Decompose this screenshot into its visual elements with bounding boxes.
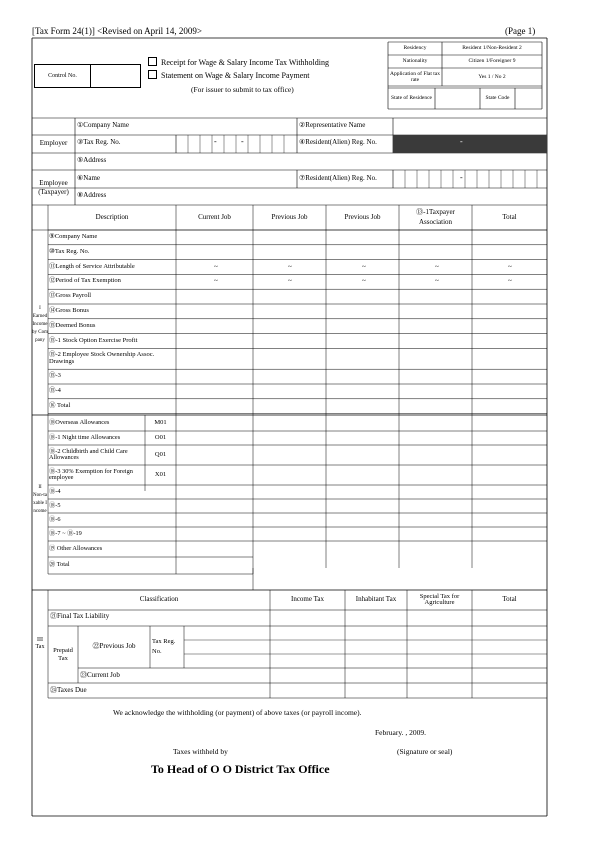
num: ⑥ [77,174,84,182]
page-label: (Page 1) [505,26,536,36]
text: Name [83,174,100,182]
period-tilde: ~ [214,262,218,271]
flat-tax-label: Application of Flat tax rate [390,70,440,83]
redacted-resident-reg [393,135,547,153]
section1-row-label: ⑪Length of Service Attributable [49,262,135,270]
col-taxpayer-association: ⑬-1Taxpayer Association [416,207,455,226]
signature-text: (Signature or seal) [397,747,453,756]
rep-name-label [299,122,365,129]
section1-row-label: ⑭Gross Bonus [49,306,89,314]
col-current-job: Current Job [198,212,231,221]
col-inhabitant-tax: Inhabitant Tax [355,595,397,604]
taxes-due-label: ㉔Taxes Due [50,686,87,694]
period-tilde: ~ [435,277,439,286]
section2-row-label: ⑱-2 Childbirth and Child Care Allowances [49,447,128,461]
section2-row-label: ⑱-4 [49,487,61,495]
section1-row-label: ⑬Gross Payroll [49,292,92,300]
tax-reg-dash: - [241,137,244,146]
section2-row-label: ⑱-1 Night time Allowances [49,433,121,441]
previous-job-label: ㉒Previous Job [92,642,136,651]
date-text: February. , 2009. [375,728,426,737]
section1-row-label: ⑯ Total [49,401,71,409]
section2-row-label: ⑱Overseas Allowances [49,418,110,426]
state-residence-label: State of Residence [391,95,432,102]
employer-resident-reg-label [299,139,377,146]
section3-side-label: III Tax [35,637,45,650]
text: Address [83,156,107,164]
section1-row-label: ⑮-4 [49,386,61,394]
section2-row-code: X01 [154,471,167,479]
text: Resident(Alien) Reg. No. [305,138,377,146]
col-previous-job-1: Previous Job [271,212,308,221]
period-tilde: ~ [362,262,366,271]
section1-row-label: ⑫Period of Tax Exemption [49,277,121,285]
col-classification: Classification [139,595,179,604]
final-tax-label: ㉑Final Tax Liability [50,612,110,620]
col-special-tax: Special Tax for Agriculture [419,592,460,606]
section1-row-label: ⑮Deemed Bonus [49,321,96,329]
period-tilde: ~ [508,262,512,271]
residency-label: Residency [403,45,427,52]
period-tilde: ~ [288,262,292,271]
residency-value: Resident 1/Non-Resident 2 [462,45,522,52]
nationality-value: Citizen 1/Foreigner 9 [468,58,516,65]
checkbox[interactable] [148,70,157,79]
nationality-label: Nationality [402,58,428,65]
period-tilde: ~ [214,277,218,286]
col-income-tax: Income Tax [290,595,324,604]
resident-reg-dash: - [460,137,463,146]
period-tilde: ~ [362,277,366,286]
withheld-by-text: Taxes withheld by [173,747,228,756]
employee-label: Employee (Taxpayer) [38,179,69,196]
section2-row-code: Q01 [154,451,167,459]
col-total-tax: Total [502,595,517,604]
recipient-text: To Head of O O District Tax Office [151,762,330,776]
period-tilde: ~ [508,277,512,286]
employee-address-label [77,192,106,199]
section2-row-label: ⑱-7 ~ ⑱-19 [49,529,82,537]
num: ⑧ [77,191,84,199]
section2-row-code: O01 [154,434,167,442]
section2-row-code: M01 [154,419,167,427]
col-description: Description [95,212,129,221]
period-tilde: ~ [435,262,439,271]
section2-row-label: ⑱-3 30% Exemption for Foreign employee [49,467,133,481]
section2-row-label: ⑳ Total [49,561,70,569]
period-tilde: ~ [288,277,292,286]
section1-row-label: ⑩Tax Reg. No. [49,247,90,255]
checkbox[interactable] [148,57,157,66]
check-statement-label: Statement on Wage & Salary Income Payment [161,71,310,80]
text: Representative Name [305,121,366,129]
check-receipt[interactable] [148,57,329,67]
employer-label: Employer [39,139,68,148]
num: ③ [77,138,84,146]
section1-row-label: ⑮-2 Employee Stock Ownership Assoc. Drawings [49,350,155,365]
section2-row-label: ⑱-6 [49,515,61,523]
tax-reg-dash: - [214,137,217,146]
tax-reg-no-label: Tax Reg. No. [152,638,176,655]
check-statement[interactable] [148,70,310,80]
text: Resident(Alien) Reg. No. [305,174,377,182]
company-name-label [77,122,129,129]
employee-reg-dash: - [460,173,463,182]
check-receipt-label: Receipt for Wage & Salary Income Tax Withholding [161,58,329,67]
flat-tax-value: Yes 1 / No 2 [478,73,506,80]
employee-resident-reg-label [299,175,377,182]
acknowledge-text: We acknowledge the withholding (or payment) of above taxes (or payroll income). [113,708,362,717]
section1-row-label: ⑮-1 Stock Option Exercise Profit [49,336,138,344]
section2-side-label: II Non-taxable Income [33,485,47,514]
state-code-label: State Code [485,95,510,102]
num: ⑤ [77,156,84,164]
form-label: [Tax Form 24(1)] <Revised on April 14, 2009> [32,26,203,36]
employee-name-label [77,175,100,182]
control-no-box [34,64,141,88]
section1-side-label: I Earned Income by Company [32,306,48,343]
current-job-label: ㉓Current Job [80,671,120,679]
section1-row-label: ⑮-3 [49,372,61,380]
tax-reg-label [77,139,121,146]
text: Company Name [83,121,129,129]
section2-row-label: ⑲ Other Allowances [49,544,103,552]
issuer-note: (For issuer to submit to tax office) [191,85,294,94]
section1-row-label: ⑨Company Name [49,232,98,240]
section2-row-label: ⑱-5 [49,501,61,509]
num: ④ [299,138,306,146]
col-total: Total [502,212,517,221]
text: Address [83,191,107,199]
control-no-label: Control No. [35,65,91,87]
num: ① [77,121,84,129]
employer-address-label [77,157,106,164]
col-previous-job-2: Previous Job [344,212,381,221]
prepaid-tax-label: Prepaid Tax [53,647,73,662]
num: ⑦ [299,174,306,182]
text: Tax Reg. No. [83,138,121,146]
num: ② [299,121,306,129]
